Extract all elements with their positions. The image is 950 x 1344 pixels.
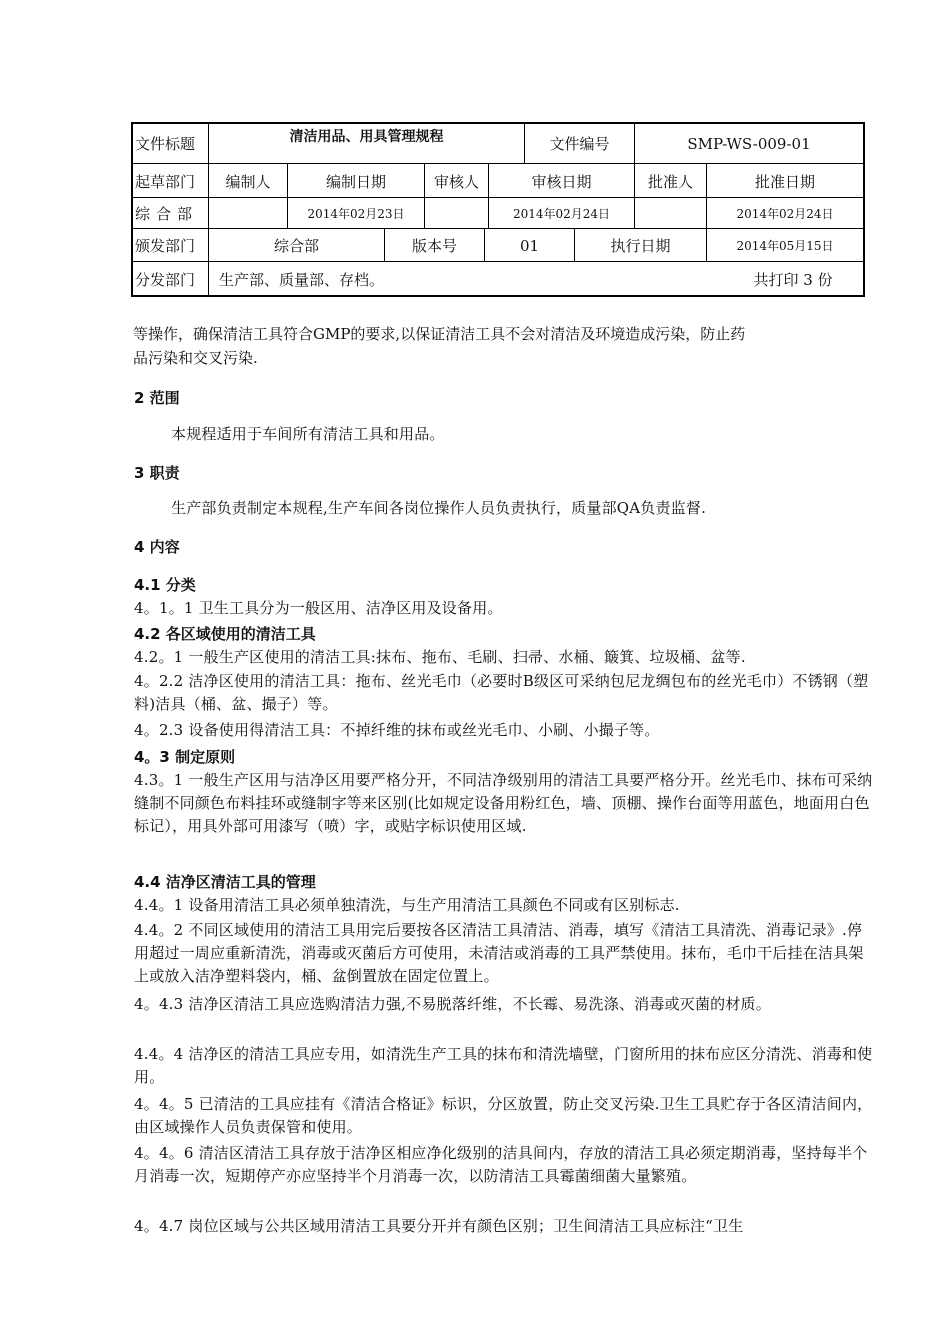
para-4-1-1: 4。1。1 卫生工具分为一般区用、洁净区用及设备用。 [134,599,503,617]
author-value [208,198,287,229]
para-4-4-7: 4。4.7 岗位区域与公共区域用清洁工具要分开并有颜色区别；卫生间清洁工具应标注“卫生 [134,1217,744,1235]
section-4-2-heading: 4.2 各区域使用的清洁工具 [134,625,316,643]
label-doc-code: 文件编号 [524,124,634,163]
label-distribution-dept: 分发部门 [135,270,196,289]
effective-date: 2014年05月15日 [706,229,863,262]
section-3-text: 生产部负责制定本规程,生产车间各岗位操作人员负责执行，质量部QA负责监督. [171,499,707,517]
purpose-overlap-text [133,322,873,370]
para-4-4-5: 4。4。5 已清洁的工具应挂有《清洁合格证》标识，分区放置，防止交叉污染.卫生工具贮存于各区清洁间内，由区域操作人员负责保管和使用。 [134,1095,873,1136]
reviewer-value [424,198,488,229]
doc-code: SMP-WS-009-01 [634,124,863,163]
label-doc-title: 文件标题 [135,135,196,153]
label-drafting-dept: 起草部门 [135,172,196,191]
header-row-dates [133,197,863,229]
version: 01 [484,229,574,262]
overlap-line-1: 等操作，确保清洁工具符合GMP的要求,以保证清洁工具不会对清洁及环境造成污染，防止药 [133,325,746,343]
para-4-3-1: 4.3。1 一般生产区用与洁净区用要严格分开，不同洁净级别用的清洁工具要严格分开。丝光毛巾、抹布可采纳缝制不同颜色布料挂环或缝制字等来区别(比如规定设备用粉红色，墙、顶棚、操作台面等用蓝色，地面用白色标记），用具外部可用漆写（喷）字，或贴字标识使用区域. [134,771,873,835]
section-4-3-heading: 4。3 制定原则 [134,748,236,766]
approve-date: 2014年02月24日 [706,198,863,229]
doc-title: 清洁用品、用具管理规程 [208,124,524,163]
label-issuing-dept: 颁发部门 [135,237,196,255]
label-approve-date: 批准日期 [706,164,863,198]
document-header-table [131,122,865,297]
para-4-4-6: 4。4。6 清洁区清洁工具存放于洁净区相应净化级别的洁具间内，存放的清洁工具必须定期消毒，坚持每半个月消毒一次，短期停产亦应坚持半个月消毒一次，以防清洁工具霉菌细菌大量繁殖。 [134,1144,868,1185]
issuing-dept: 综合部 [208,229,384,262]
header-row-roles [133,163,863,198]
label-author-date: 编制日期 [287,164,424,198]
label-reviewer: 审核人 [424,164,488,198]
para-4-2-3: 4。2.3 设备使用得清洁工具：不掉纤维的抹布或丝光毛巾、小刷、小撮子等。 [134,721,660,739]
header-row-issue [133,228,863,262]
header-row-distribution [133,261,863,296]
label-effective-date: 执行日期 [574,229,706,262]
print-count: 共打印 3 份 [753,270,833,289]
review-date: 2014年02月24日 [488,198,634,229]
para-4-2-1: 4.2。1 一般生产区使用的清洁工具:抹布、拖布、毛刷、扫帚、水桶、簸箕、垃圾桶、盆等. [134,648,746,666]
drafting-dept: 综合部 [135,205,199,223]
section-4-4-heading: 4.4 洁净区清洁工具的管理 [134,873,316,891]
section-4-heading: 4 内容 [134,538,180,556]
author-date: 2014年02月23日 [287,198,424,229]
section-4-1-heading: 4.1 分类 [134,576,196,594]
para-4-4-2: 4.4。2 不同区域使用的清洁工具用完后要按各区清洁工具清洁、消毒，填写《清洁工具清洗、消毒记录》.停用超过一周应重新清洗，消毒或灭菌后方可使用，未清洁或消毒的工具严禁使用。抹布，毛巾干后挂在洁具架上或放入洁净塑料袋内，桶、盆倒置放在固定位置上。 [134,921,864,985]
label-approver: 批准人 [634,164,706,198]
section-2-heading: 2 范围 [134,389,180,407]
section-3-heading: 3 职责 [134,464,180,482]
section-2-text: 本规程适用于车间所有清洁工具和用品。 [171,425,445,443]
label-version: 版本号 [384,229,484,262]
para-4-4-4: 4.4。4 洁净区的清洁工具应专用，如清洗生产工具的抹布和清洗墙壁，门窗所用的抹布应区分清洗、消毒和使用。 [134,1045,873,1086]
label-review-date: 审核日期 [488,164,634,198]
para-4-2-2: 4。2.2 洁净区使用的清洁工具：拖布、丝光毛巾（必要时B级区可采纳包尼龙绸包布的丝光毛巾）不锈钢（塑料)洁具（桶、盆、撮子）等。 [134,672,869,713]
para-4-4-1: 4.4。1 设备用清洁工具必须单独清洗，与生产用清洁工具颜色不同或有区别标志. [134,896,680,914]
overlap-line-2: 品污染和交叉污染. [133,349,258,367]
distribution-depts: 生产部、质量部、存档。 [208,262,863,296]
header-row-title [133,124,863,163]
label-author: 编制人 [208,164,287,198]
approver-value [634,198,706,229]
para-4-4-3: 4。4.3 洁净区清洁工具应选购清洁力强,不易脱落纤维，不长霉、易洗涤、消毒或灭菌的材质。 [134,995,771,1013]
